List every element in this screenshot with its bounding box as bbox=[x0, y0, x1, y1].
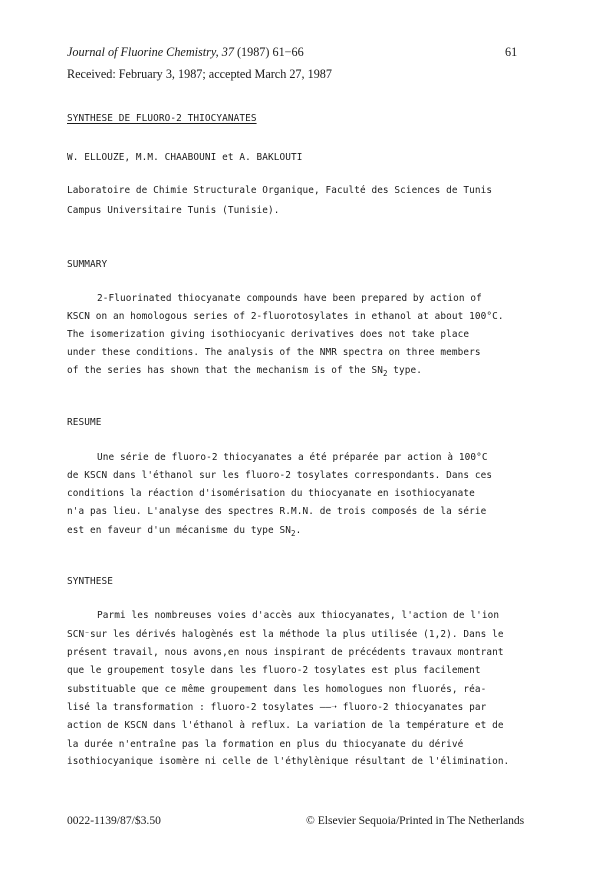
summary-line: 2-Fluorinated thiocyanate compounds have been prepared by action of bbox=[97, 293, 482, 304]
affiliation-line: Campus Universitaire Tunis (Tunisie). bbox=[67, 205, 280, 216]
synthese-line: isothiocyanique isomère ni celle de l'éthylènique résultant de l'élimination. bbox=[67, 756, 510, 767]
resume-line: Une série de fluoro-2 thiocyanates a été préparée par action à 100°C bbox=[97, 452, 488, 463]
article-title: SYNTHESE DE FLUORO-2 THIOCYANATES bbox=[67, 113, 257, 124]
summary-line: The isomerization giving isothiocyanic derivatives does not take place bbox=[67, 329, 470, 340]
synthese-line: lisé la transformation : fluoro-2 tosylates ——➝ fluoro-2 thiocyanates par bbox=[67, 702, 487, 713]
publisher-note: © Elsevier Sequoia/Printed in The Netherlands bbox=[306, 814, 525, 827]
subscript: 2 bbox=[291, 529, 296, 538]
synthese-heading: SYNTHESE bbox=[67, 576, 113, 587]
resume-line-last: est en faveur d'un mécanisme du type $SN_2$. bbox=[67, 525, 302, 538]
synthese-line: présent travail, nous avons,en nous inspirant de précédents travaux montrant bbox=[67, 647, 504, 658]
resume-line: n'a pas lieu. L'analyse des spectres R.M.N. de trois composés de la série bbox=[67, 506, 487, 517]
article-code: 0022-1139/87/$3.50 bbox=[67, 814, 161, 827]
resume-line: de KSCN dans l'éthanol sur les fluoro-2 tosylates correspondants. Dans ces bbox=[67, 470, 493, 481]
synthese-line: la durée n'entraîne pas la formation en plus du thiocyanate du dérivé bbox=[67, 739, 464, 750]
subscript: 2 bbox=[382, 369, 388, 378]
article-authors: W. ELLOUZE, M.M. CHAABOUNI et A. BAKLOUTI bbox=[67, 152, 303, 163]
synthese-line: Parmi les nombreuses voies d'accès aux thiocyanates, l'action de l'ion bbox=[97, 610, 500, 621]
summary-heading: SUMMARY bbox=[67, 259, 108, 270]
journal-name: Journal of Fluorine Chemistry, bbox=[67, 45, 219, 59]
journal-year-pages: (1987) 61−66 bbox=[233, 45, 304, 59]
synthese-line: substituable que ce même groupement dans les homologues non fluorés, réa- bbox=[67, 684, 487, 695]
resume-heading: RESUME bbox=[67, 417, 102, 428]
received-dates: Received: February 3, 1987; accepted March 27, 1987 bbox=[67, 67, 332, 81]
affiliation-line: Laboratoire de Chimie Structurale Organique, Faculté des Sciences de Tunis bbox=[67, 185, 493, 196]
synthese-line: SCN⁻sur les dérivés halogènés est la méthode la plus utilisée (1,2). Dans le bbox=[67, 629, 504, 640]
page-number: 61 bbox=[505, 45, 518, 59]
summary-line-last: of the series has shown that the mechanism is of the $SN_2$ type. bbox=[67, 365, 423, 378]
journal-citation bbox=[67, 45, 304, 60]
summary-line: under these conditions. The analysis of the NMR spectra on three members bbox=[67, 347, 481, 358]
synthese-line: que le groupement tosyle dans les fluoro-2 tosylates est plus facilement bbox=[67, 665, 481, 676]
synthese-line: action de KSCN dans l'éthanol à reflux. La variation de la température et de bbox=[67, 720, 504, 731]
resume-line: conditions la réaction d'isomérisation du thiocyanate en isothiocyanate bbox=[67, 488, 475, 499]
journal-volume: 37 bbox=[221, 45, 234, 59]
summary-line: KSCN on an homologous series of 2-fluorotosylates in ethanol at about 100°C. bbox=[67, 311, 504, 322]
